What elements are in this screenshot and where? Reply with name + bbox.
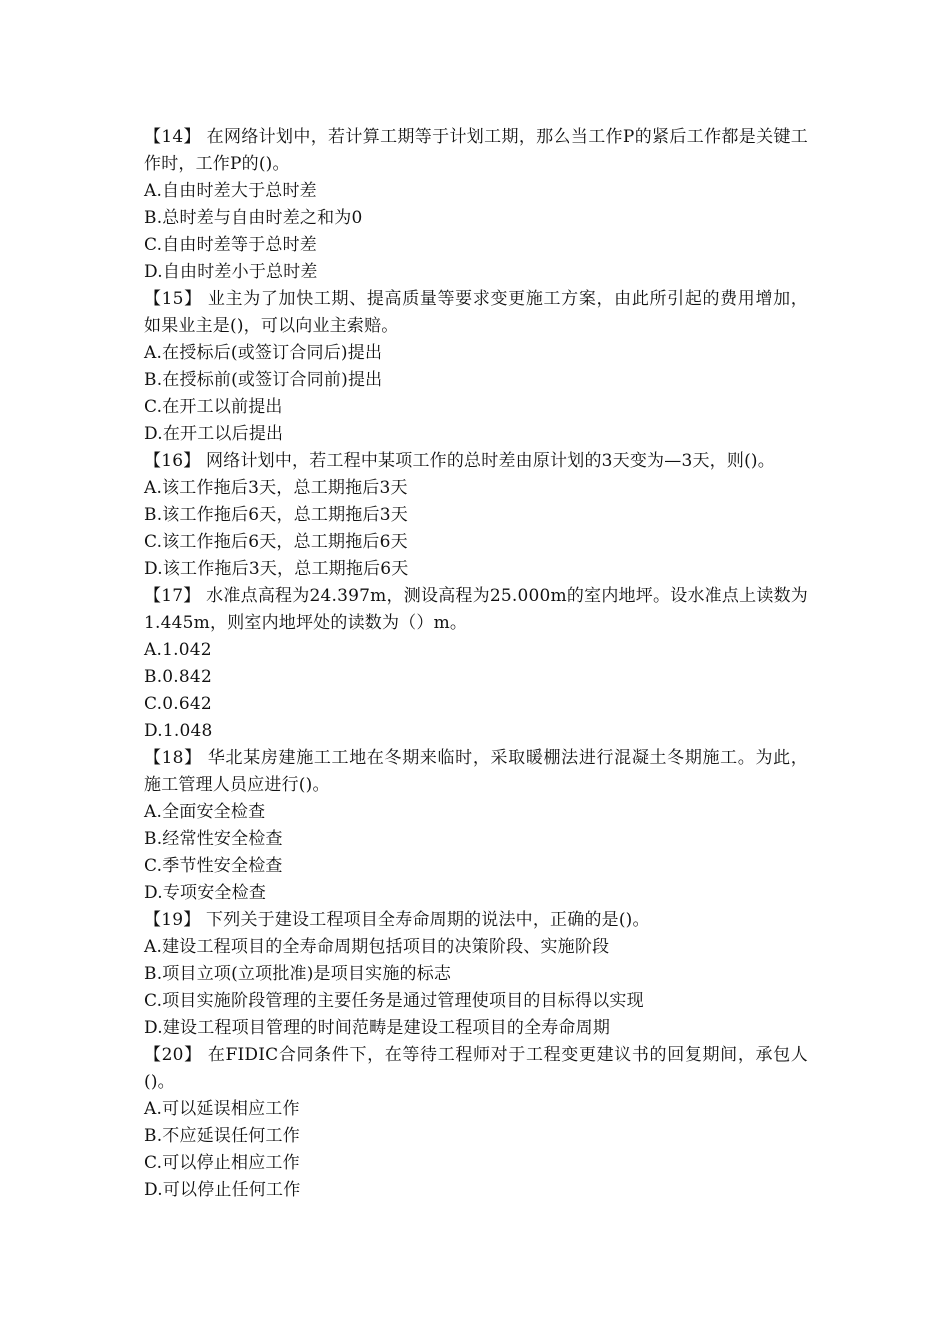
option-d: D.建设工程项目管理的时间范畴是建设工程项目的全寿命周期 [144,1018,611,1038]
option-d: D.可以停止任何工作 [144,1180,301,1200]
option-b: B.经常性安全检查 [144,829,283,849]
question-number: 【20】 [144,1045,202,1065]
question-18 [144,745,808,907]
question-17 [144,583,808,745]
option-d: D.该工作拖后3天，总工期拖后6天 [144,559,409,579]
option-b: B.项目立项(立项批准)是项目实施的标志 [144,964,452,984]
option-c: C.在开工以前提出 [144,397,283,417]
question-text: 水准点高程为24.397m，测设高程为25.000m的室内地坪。设水准点上读数为1.445m，则室内地坪处的读数为（）m。 [144,586,809,633]
question-text: 业主为了加快工期、提高质量等要求变更施工方案，由此所引起的费用增加，如果业主是()，可以向业主索赔。 [144,289,808,336]
option-c: C.该工作拖后6天，总工期拖后6天 [144,532,408,552]
question-text: 下列关于建设工程项目全寿命周期的说法中，正确的是()。 [200,910,650,930]
question-20 [144,1042,808,1204]
option-a: A.可以延误相应工作 [144,1099,300,1119]
option-c: C.自由时差等于总时差 [144,235,318,255]
question-number: 【18】 [144,748,202,768]
option-c: C.可以停止相应工作 [144,1153,300,1173]
question-number: 【15】 [144,289,202,309]
question-number: 【19】 [144,910,201,930]
question-text: 在FIDIC合同条件下，在等待工程师对于工程变更建议书的回复期间，承包人()。 [144,1045,808,1092]
option-b: B.该工作拖后6天，总工期拖后3天 [144,505,408,525]
question-stem [144,286,808,340]
option-a: A.在授标后(或签订合同后)提出 [144,343,383,363]
question-number: 【14】 [144,127,201,147]
question-stem [144,907,808,934]
question-stem [144,448,808,475]
question-stem [144,745,808,799]
question-number: 【16】 [144,451,201,471]
question-14 [144,124,808,286]
option-a: A.全面安全检查 [144,802,266,822]
question-16 [144,448,808,583]
option-d: D.自由时差小于总时差 [144,262,318,282]
option-d: D.专项安全检查 [144,883,267,903]
question-text: 在网络计划中，若计算工期等于计划工期，那么当工作P的紧后工作都是关键工作时，工作P的()。 [144,127,808,174]
option-b: B.不应延误任何工作 [144,1126,300,1146]
question-stem [144,1042,808,1096]
option-c: C.项目实施阶段管理的主要任务是通过管理使项目的目标得以实现 [144,991,644,1011]
option-b: B.总时差与自由时差之和为0 [144,208,363,228]
option-a: A.建设工程项目的全寿命周期包括项目的决策阶段、实施阶段 [144,937,610,957]
option-c: C.0.642 [144,694,212,714]
question-stem [144,583,808,637]
question-number: 【17】 [144,586,201,606]
question-stem [144,124,808,178]
option-b: B.在授标前(或签订合同前)提出 [144,370,383,390]
option-b: B.0.842 [144,667,212,687]
question-list [144,124,808,1204]
option-d: D.1.048 [144,721,213,741]
option-d: D.在开工以后提出 [144,424,284,444]
option-c: C.季节性安全检查 [144,856,283,876]
question-text: 华北某房建施工工地在冬期来临时，采取暖棚法进行混凝土冬期施工。为此，施工管理人员应进行()。 [144,748,808,795]
option-a: A.自由时差大于总时差 [144,181,317,201]
question-19 [144,907,808,1042]
option-a: A.1.042 [144,640,212,660]
option-a: A.该工作拖后3天，总工期拖后3天 [144,478,408,498]
question-15 [144,286,808,448]
question-text: 网络计划中，若工程中某项工作的总时差由原计划的3天变为—3天，则()。 [200,451,775,471]
